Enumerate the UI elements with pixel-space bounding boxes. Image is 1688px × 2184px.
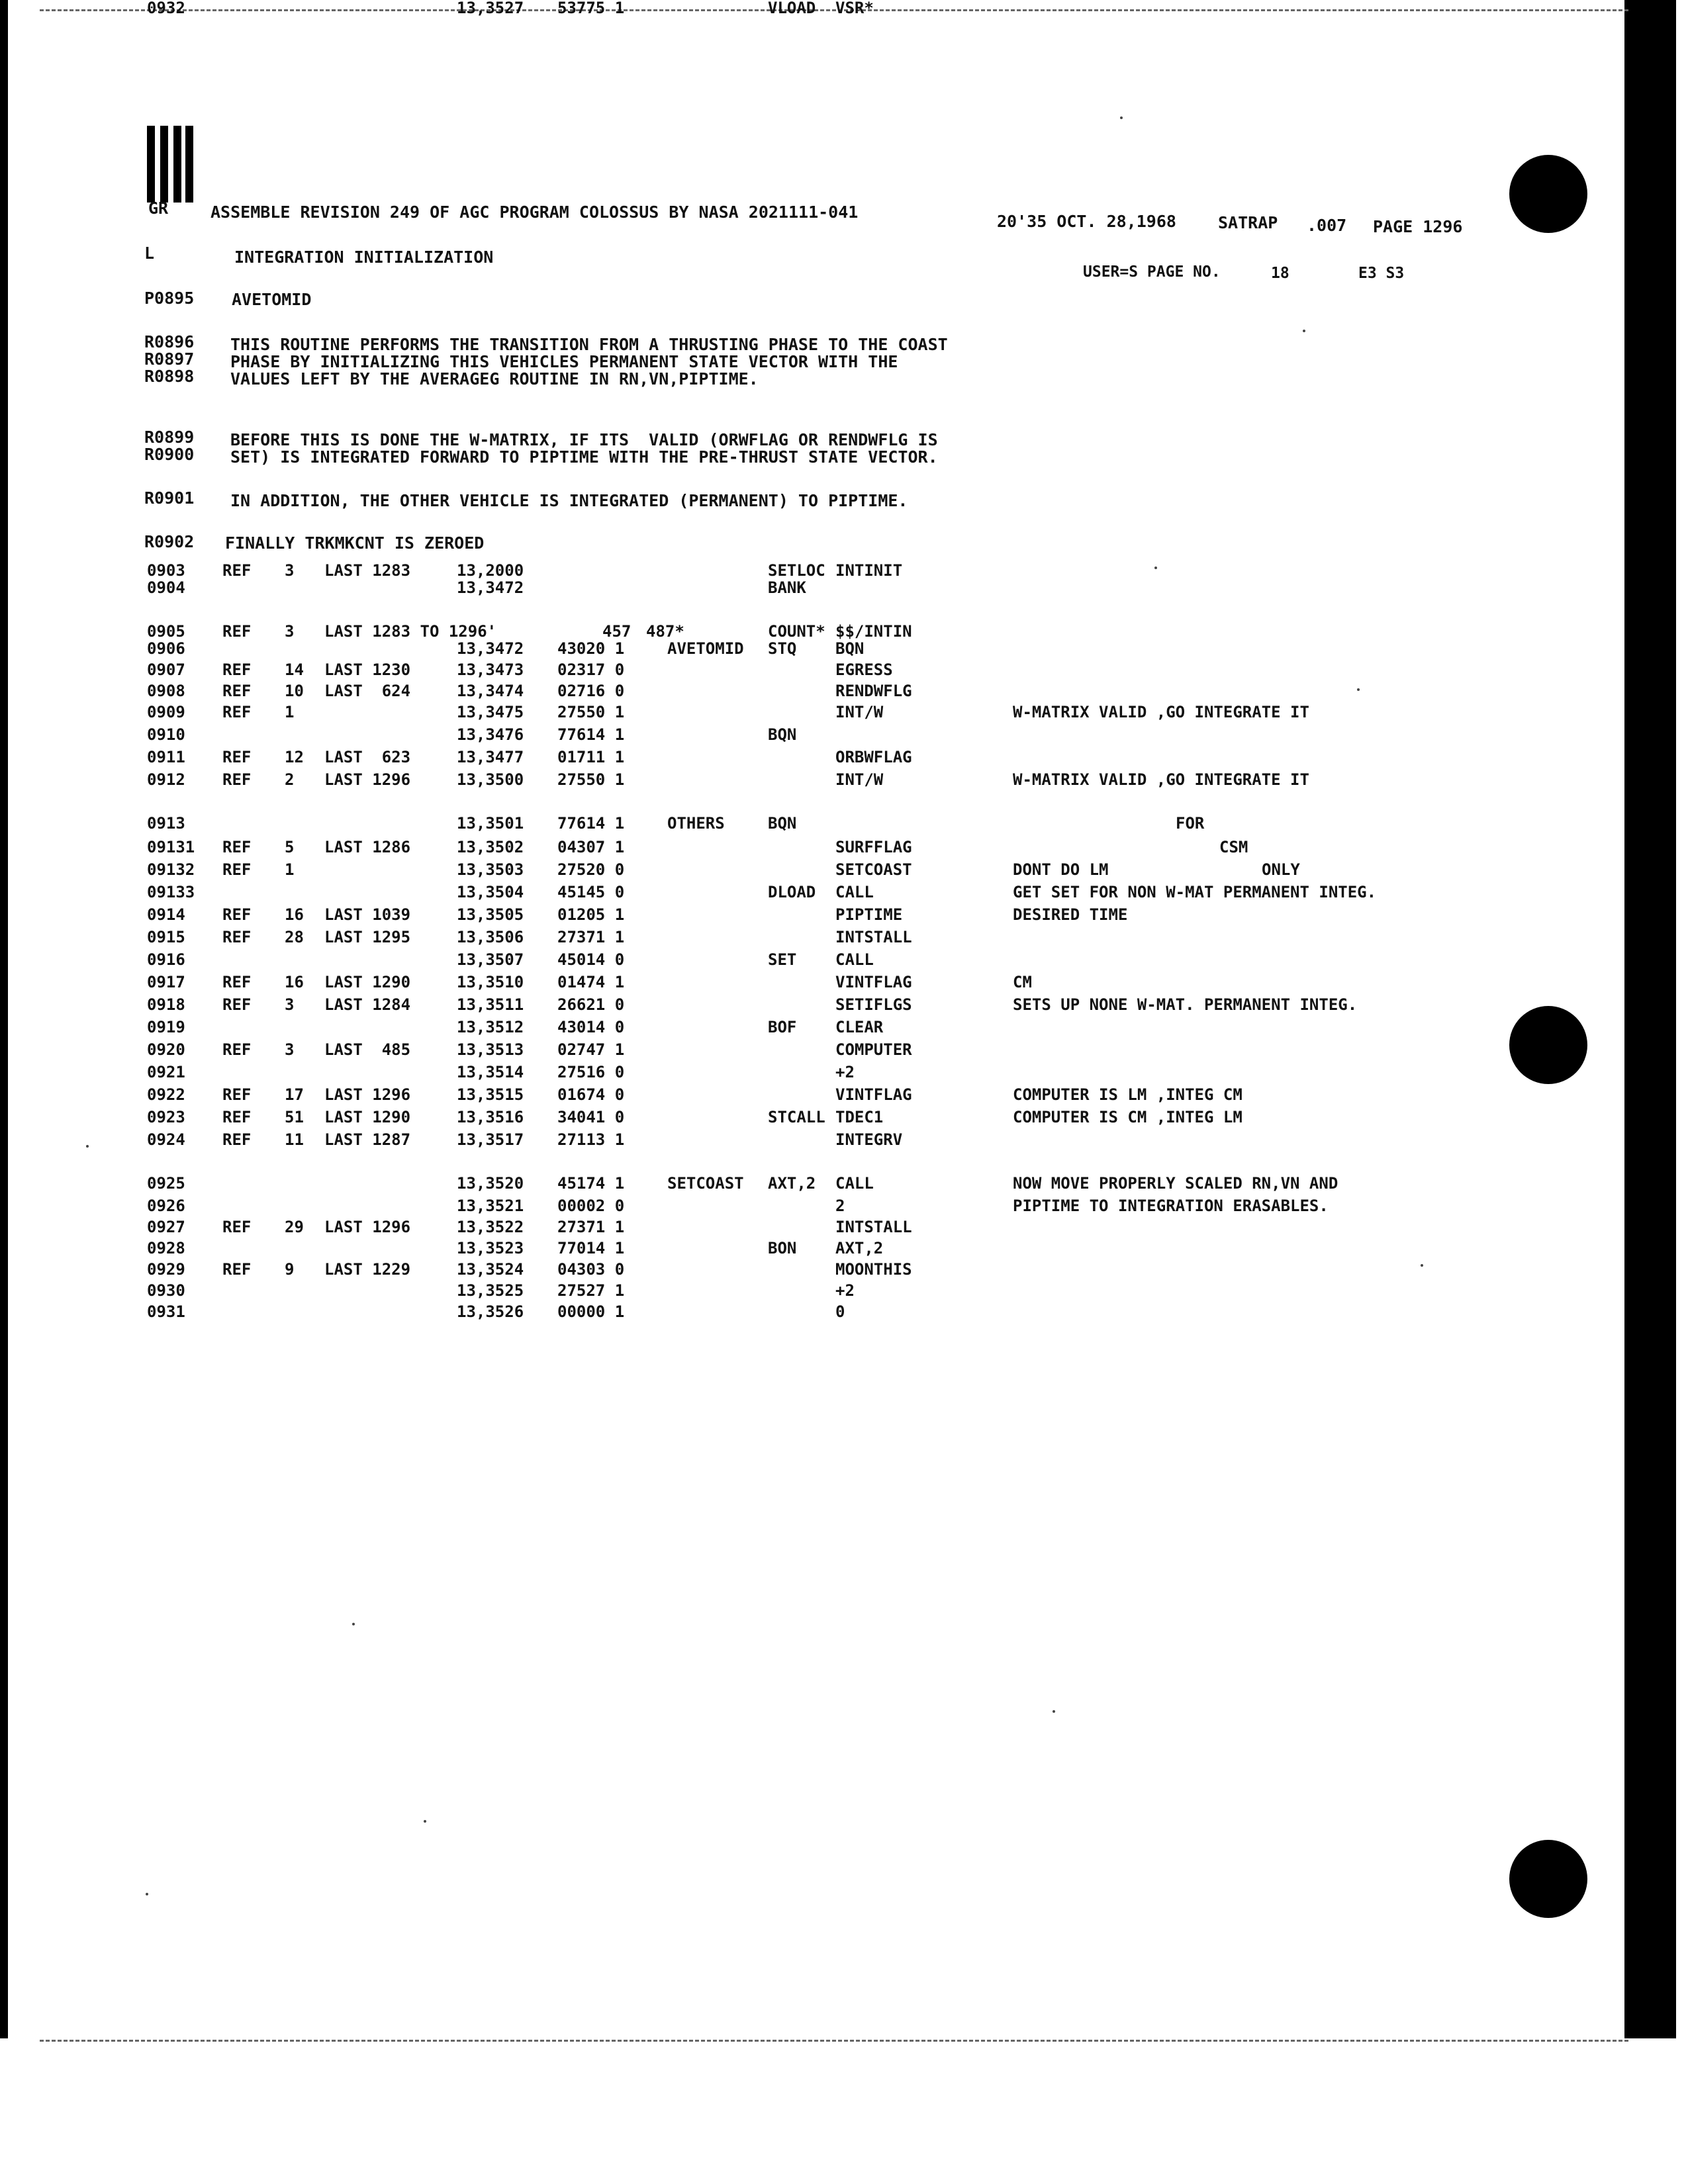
operand: +2 <box>835 1063 855 1081</box>
ref-count: 3 <box>285 1040 295 1059</box>
operand: COMPUTER <box>835 1040 912 1059</box>
line-seq: 09133 <box>147 883 195 901</box>
ref-count: 1 <box>285 703 295 721</box>
line-seq: 0906 <box>147 639 185 658</box>
scan-speck <box>1120 116 1123 119</box>
address: 13,3520 <box>457 1174 524 1193</box>
ref-count: 29 <box>285 1218 304 1236</box>
code-line <box>0 1019 1688 1039</box>
line-seq: 0911 <box>147 748 185 766</box>
count-end: 487* <box>646 622 684 641</box>
operand: INTINIT <box>835 561 903 580</box>
last-reference: LAST 1039 <box>324 905 411 924</box>
scan-speck <box>86 1145 89 1148</box>
address: 13,3500 <box>457 770 524 789</box>
ref-flag: REF <box>222 838 252 856</box>
remark-text: VALUES LEFT BY THE AVERAGEG ROUTINE IN RN,VN,PIPTIME. <box>230 369 759 388</box>
ref-flag: REF <box>222 1085 252 1104</box>
scan-speck <box>352 1623 355 1625</box>
operand: AXT,2 <box>835 1239 884 1257</box>
ref-count: 5 <box>285 838 295 856</box>
code-line <box>0 704 1688 724</box>
last-reference: LAST 1287 <box>324 1130 411 1149</box>
operand: TDEC1 <box>835 1108 884 1126</box>
ref-flag: REF <box>222 860 252 879</box>
ref-count: 16 <box>285 905 304 924</box>
remark-seq: R0897 <box>144 349 195 369</box>
octal-word: 04307 1 <box>557 838 625 856</box>
operand: ORBWFLAG <box>835 748 912 766</box>
address: 13,3475 <box>457 703 524 721</box>
comment: COMPUTER IS CM ,INTEG LM <box>1013 1108 1243 1126</box>
code-line <box>0 683 1688 703</box>
last-reference: LAST 485 <box>324 1040 411 1059</box>
line-seq: 0912 <box>147 770 185 789</box>
comment: FOR <box>1176 814 1205 833</box>
ref-flag: REF <box>222 682 252 700</box>
remark-text: THIS ROUTINE PERFORMS THE TRANSITION FROM A THRUSTING PHASE TO THE COAST <box>230 335 948 354</box>
code-line <box>0 862 1688 882</box>
scan-speck <box>1421 1264 1423 1267</box>
octal-word: 43020 1 <box>557 639 625 658</box>
remark-text: IN ADDITION, THE OTHER VEHICLE IS INTEGRATED (PERMANENT) TO PIPTIME. <box>230 491 908 510</box>
operand: VINTFLAG <box>835 1085 912 1104</box>
ref-count: 1 <box>285 860 295 879</box>
operand: 0 <box>835 1302 845 1321</box>
address: 13,3515 <box>457 1085 524 1104</box>
last-reference: LAST 1283 <box>324 561 411 580</box>
line-seq: 0931 <box>147 1302 185 1321</box>
code-line <box>0 1304 1688 1324</box>
opcode: STCALL <box>768 1108 825 1126</box>
remark-seq: R0898 <box>144 367 195 386</box>
code-line <box>0 749 1688 769</box>
octal-word: 45174 1 <box>557 1174 625 1193</box>
count-start: 457 <box>602 622 632 641</box>
ref-count: 3 <box>285 995 295 1014</box>
ref-count: 9 <box>285 1260 295 1279</box>
line-seq: 0905 <box>147 622 185 641</box>
line-seq: 0919 <box>147 1018 185 1036</box>
code-line <box>0 1283 1688 1302</box>
code-line <box>0 1109 1688 1129</box>
code-line <box>0 997 1688 1017</box>
operand: BQN <box>835 639 865 658</box>
line-seq: 0918 <box>147 995 185 1014</box>
ref-count: 51 <box>285 1108 304 1126</box>
octal-word: 27371 1 <box>557 928 625 946</box>
octal-word: 34041 0 <box>557 1108 625 1126</box>
last-reference: LAST 1283 TO 1296' <box>324 622 497 641</box>
label: SETCOAST <box>667 1174 744 1193</box>
line-seq: 0913 <box>147 814 185 833</box>
opcode: DLOAD <box>768 883 816 901</box>
code-line <box>0 815 1688 835</box>
opcode: STQ <box>768 639 797 658</box>
remark-seq: R0900 <box>144 445 195 464</box>
label: OTHERS <box>667 814 725 833</box>
address: 13,3513 <box>457 1040 524 1059</box>
comment: W-MATRIX VALID ,GO INTEGRATE IT <box>1013 770 1309 789</box>
remark-seq: R0902 <box>144 532 195 551</box>
octal-word: 77614 1 <box>557 814 625 833</box>
comment: ONLY <box>1262 860 1300 879</box>
ref-flag: REF <box>222 770 252 789</box>
ref-flag: REF <box>222 995 252 1014</box>
octal-word: 53775 1 <box>557 0 625 17</box>
routine-name: AVETOMID <box>232 290 312 309</box>
operand: MOONTHIS <box>835 1260 912 1279</box>
ref-flag: REF <box>222 1218 252 1236</box>
address: 13,3502 <box>457 838 524 856</box>
line-seq: 0924 <box>147 1130 185 1149</box>
code-line <box>0 929 1688 949</box>
ref-flag: REF <box>222 622 252 641</box>
octal-word: 77014 1 <box>557 1239 625 1257</box>
last-reference: LAST 624 <box>324 682 411 700</box>
scan-speck <box>1303 330 1305 332</box>
address: 13,3503 <box>457 860 524 879</box>
code-line <box>0 839 1688 859</box>
last-reference: LAST 1290 <box>324 1108 411 1126</box>
octal-word: 27516 0 <box>557 1063 625 1081</box>
address: 13,3521 <box>457 1197 524 1215</box>
address: 13,3510 <box>457 973 524 991</box>
routine-seq: P0895 <box>144 289 195 308</box>
octal-word: 26621 0 <box>557 995 625 1014</box>
line-seq: 0908 <box>147 682 185 700</box>
octal-word: 27550 1 <box>557 703 625 721</box>
code-line <box>0 974 1688 994</box>
octal-word: 02317 0 <box>557 660 625 679</box>
remark-text: BEFORE THIS IS DONE THE W-MATRIX, IF ITS VALID (ORWFLAG OR RENDWFLG IS <box>230 430 938 449</box>
code-line <box>0 1042 1688 1062</box>
line-seq: 0915 <box>147 928 185 946</box>
address: 13,3507 <box>457 950 524 969</box>
listing-type: L <box>144 244 155 263</box>
code-line <box>0 1198 1688 1218</box>
comment: DESIRED TIME <box>1013 905 1128 924</box>
address: 13,3473 <box>457 660 524 679</box>
opcode: AXT,2 <box>768 1174 816 1193</box>
page-title: ASSEMBLE REVISION 249 OF AGC PROGRAM COLOSSUS BY NASA 2021111-041 <box>211 203 859 222</box>
line-seq: 0930 <box>147 1281 185 1300</box>
line-seq: 0922 <box>147 1085 185 1104</box>
ref-count: 11 <box>285 1130 304 1149</box>
ref-count: 2 <box>285 770 295 789</box>
octal-word: 27371 1 <box>557 1218 625 1236</box>
opcode: BQN <box>768 725 797 744</box>
comment: COMPUTER IS LM ,INTEG CM <box>1013 1085 1243 1104</box>
octal-word: 00000 1 <box>557 1302 625 1321</box>
header-satrap: SATRAP <box>1218 213 1278 232</box>
line-seq: 0907 <box>147 660 185 679</box>
users-page-label: USER=S PAGE NO. <box>1083 263 1221 281</box>
last-reference: LAST 1296 <box>324 770 411 789</box>
octal-word: 45145 0 <box>557 883 625 901</box>
address: 13,3511 <box>457 995 524 1014</box>
code-line <box>0 1261 1688 1281</box>
address: 13,3524 <box>457 1260 524 1279</box>
code-line <box>0 580 1688 600</box>
octal-word: 01674 0 <box>557 1085 625 1104</box>
code-line <box>0 1219 1688 1239</box>
line-seq: 0932 <box>147 0 185 17</box>
line-seq: 0917 <box>147 973 185 991</box>
ref-count: 14 <box>285 660 304 679</box>
comment: W-MATRIX VALID ,GO INTEGRATE IT <box>1013 703 1309 721</box>
ref-flag: REF <box>222 1260 252 1279</box>
ref-flag: REF <box>222 1130 252 1149</box>
operand: SETIFLGS <box>835 995 912 1014</box>
address: 13,3472 <box>457 639 524 658</box>
last-reference: LAST 1229 <box>324 1260 411 1279</box>
operand: CALL <box>835 1174 874 1193</box>
address: 13,3525 <box>457 1281 524 1300</box>
operand: PIPTIME <box>835 905 903 924</box>
line-seq: 0927 <box>147 1218 185 1236</box>
last-reference: LAST 1295 <box>324 928 411 946</box>
last-reference: LAST 1296 <box>324 1085 411 1104</box>
line-seq: 09131 <box>147 838 195 856</box>
address: 13,3527 <box>457 0 524 17</box>
code-line <box>0 1064 1688 1084</box>
comment: SETS UP NONE W-MAT. PERMANENT INTEG. <box>1013 995 1358 1014</box>
octal-word: 02716 0 <box>557 682 625 700</box>
address: 13,3526 <box>457 1302 524 1321</box>
ref-flag: REF <box>222 748 252 766</box>
users-page-number: 18 <box>1271 265 1289 282</box>
octal-word: 02747 1 <box>557 1040 625 1059</box>
scan-speck <box>1357 688 1360 691</box>
code-line <box>0 727 1688 747</box>
address: 13,3476 <box>457 725 524 744</box>
operand: RENDWFLG <box>835 682 912 700</box>
line-seq: 0910 <box>147 725 185 744</box>
line-seq: 0916 <box>147 950 185 969</box>
header-time-date: 20'35 OCT. 28,1968 <box>997 212 1176 231</box>
remark-text: PHASE BY INITIALIZING THIS VEHICLES PERMANENT STATE VECTOR WITH THE <box>230 352 898 371</box>
operand: SURFFLAG <box>835 838 912 856</box>
operand: CALL <box>835 883 874 901</box>
code-line <box>0 1240 1688 1260</box>
octal-word: 01205 1 <box>557 905 625 924</box>
line-seq: 0929 <box>147 1260 185 1279</box>
operand: INT/W <box>835 770 884 789</box>
ref-flag: REF <box>222 973 252 991</box>
operand: EGRESS <box>835 660 893 679</box>
operand: INTEGRV <box>835 1130 903 1149</box>
octal-word: 00002 0 <box>557 1197 625 1215</box>
ref-count: 10 <box>285 682 304 700</box>
address: 13,3472 <box>457 578 524 597</box>
octal-word: 01711 1 <box>557 748 625 766</box>
line-seq: 09132 <box>147 860 195 879</box>
address: 13,3474 <box>457 682 524 700</box>
octal-word: 27550 1 <box>557 770 625 789</box>
opcode: BQN <box>768 814 797 833</box>
octal-word: 04303 0 <box>557 1260 625 1279</box>
remark-text: FINALLY TRKMKCNT IS ZEROED <box>225 533 485 553</box>
line-seq: 0903 <box>147 561 185 580</box>
code-line <box>0 1175 1688 1195</box>
operand: INTSTALL <box>835 928 912 946</box>
opcode: SETLOC <box>768 561 825 580</box>
last-reference: LAST 1284 <box>324 995 411 1014</box>
operand: VSR* <box>835 0 874 17</box>
comment: DONT DO LM <box>1013 860 1109 879</box>
opcode: VLOAD <box>768 0 816 17</box>
octal-word: 27520 0 <box>557 860 625 879</box>
ref-count: 16 <box>285 973 304 991</box>
address: 13,3523 <box>457 1239 524 1257</box>
code-line <box>0 641 1688 660</box>
code-line <box>0 772 1688 792</box>
ref-count: 12 <box>285 748 304 766</box>
opcode: BOF <box>768 1018 797 1036</box>
line-seq: 0925 <box>147 1174 185 1193</box>
address: 13,3512 <box>457 1018 524 1036</box>
operand: CLEAR <box>835 1018 884 1036</box>
line-seq: 0923 <box>147 1108 185 1126</box>
address: 13,3506 <box>457 928 524 946</box>
scan-speck <box>424 1820 426 1823</box>
address: 13,3477 <box>457 748 524 766</box>
operand: $$/INTIN <box>835 622 912 641</box>
section-title: INTEGRATION INITIALIZATION <box>234 248 494 267</box>
comment: CM <box>1013 973 1032 991</box>
header-version: .007 <box>1307 216 1347 235</box>
ref-flag: REF <box>222 561 252 580</box>
address: 13,3504 <box>457 883 524 901</box>
address: 13,3501 <box>457 814 524 833</box>
address: 13,3516 <box>457 1108 524 1126</box>
operand: VINTFLAG <box>835 973 912 991</box>
octal-word: 27527 1 <box>557 1281 625 1300</box>
ref-count: 3 <box>285 622 295 641</box>
line-seq: 0914 <box>147 905 185 924</box>
remark-seq: R0896 <box>144 332 195 351</box>
opcode: BANK <box>768 578 806 597</box>
code-line <box>0 1132 1688 1152</box>
scan-speck <box>1053 1710 1055 1713</box>
last-reference: LAST 1286 <box>324 838 411 856</box>
last-reference: LAST 1296 <box>324 1218 411 1236</box>
code-line <box>0 907 1688 927</box>
ref-flag: REF <box>222 905 252 924</box>
octal-word: 45014 0 <box>557 950 625 969</box>
operand: SETCOAST <box>835 860 912 879</box>
ref-flag: REF <box>222 1108 252 1126</box>
label: AVETOMID <box>667 639 744 658</box>
code-line <box>0 0 1688 20</box>
octal-word: 43014 0 <box>557 1018 625 1036</box>
address: 13,3505 <box>457 905 524 924</box>
comment: PIPTIME TO INTEGRATION ERASABLES. <box>1013 1197 1329 1215</box>
operand: INT/W <box>835 703 884 721</box>
code-line <box>0 662 1688 682</box>
opcode: BON <box>768 1239 797 1257</box>
ref-flag: REF <box>222 1040 252 1059</box>
address: 13,3514 <box>457 1063 524 1081</box>
octal-word: 27113 1 <box>557 1130 625 1149</box>
last-reference: LAST 1290 <box>324 973 411 991</box>
operand: INTSTALL <box>835 1218 912 1236</box>
ref-flag: REF <box>222 660 252 679</box>
ref-count: 17 <box>285 1085 304 1104</box>
octal-word: 77614 1 <box>557 725 625 744</box>
operand: 2 <box>835 1197 845 1215</box>
operand: CALL <box>835 950 874 969</box>
scan-speck <box>1154 567 1157 569</box>
line-seq: 0928 <box>147 1239 185 1257</box>
address: 13,3517 <box>457 1130 524 1149</box>
line-seq: 0909 <box>147 703 185 721</box>
ref-flag: REF <box>222 703 252 721</box>
ref-flag: REF <box>222 928 252 946</box>
line-seq: 0920 <box>147 1040 185 1059</box>
code-line <box>0 1087 1688 1107</box>
address: 13,3522 <box>457 1218 524 1236</box>
remark-seq: R0899 <box>144 428 195 447</box>
address: 13,2000 <box>457 561 524 580</box>
comment: GET SET FOR NON W-MAT PERMANENT INTEG. <box>1013 883 1377 901</box>
operand: +2 <box>835 1281 855 1300</box>
remark-text: SET) IS INTEGRATED FORWARD TO PIPTIME WITH THE PRE-THRUST STATE VECTOR. <box>230 447 938 467</box>
line-seq: 0904 <box>147 578 185 597</box>
comment: NOW MOVE PROPERLY SCALED RN,VN AND <box>1013 1174 1338 1193</box>
opcode: COUNT* <box>768 622 825 641</box>
ref-count: 3 <box>285 561 295 580</box>
code-line <box>0 952 1688 972</box>
opcode: SET <box>768 950 797 969</box>
header-mark: GR <box>148 199 169 218</box>
last-reference: LAST 1230 <box>324 660 411 679</box>
scan-speck <box>146 1893 148 1895</box>
remark-seq: R0901 <box>144 488 195 508</box>
line-seq: 0926 <box>147 1197 185 1215</box>
last-reference: LAST 623 <box>324 748 411 766</box>
comment: CSM <box>1219 838 1248 856</box>
octal-word: 01474 1 <box>557 973 625 991</box>
ref-count: 28 <box>285 928 304 946</box>
header-page-number: PAGE 1296 <box>1373 217 1463 236</box>
line-seq: 0921 <box>147 1063 185 1081</box>
header-codes: E3 S3 <box>1358 265 1405 282</box>
code-line <box>0 884 1688 904</box>
